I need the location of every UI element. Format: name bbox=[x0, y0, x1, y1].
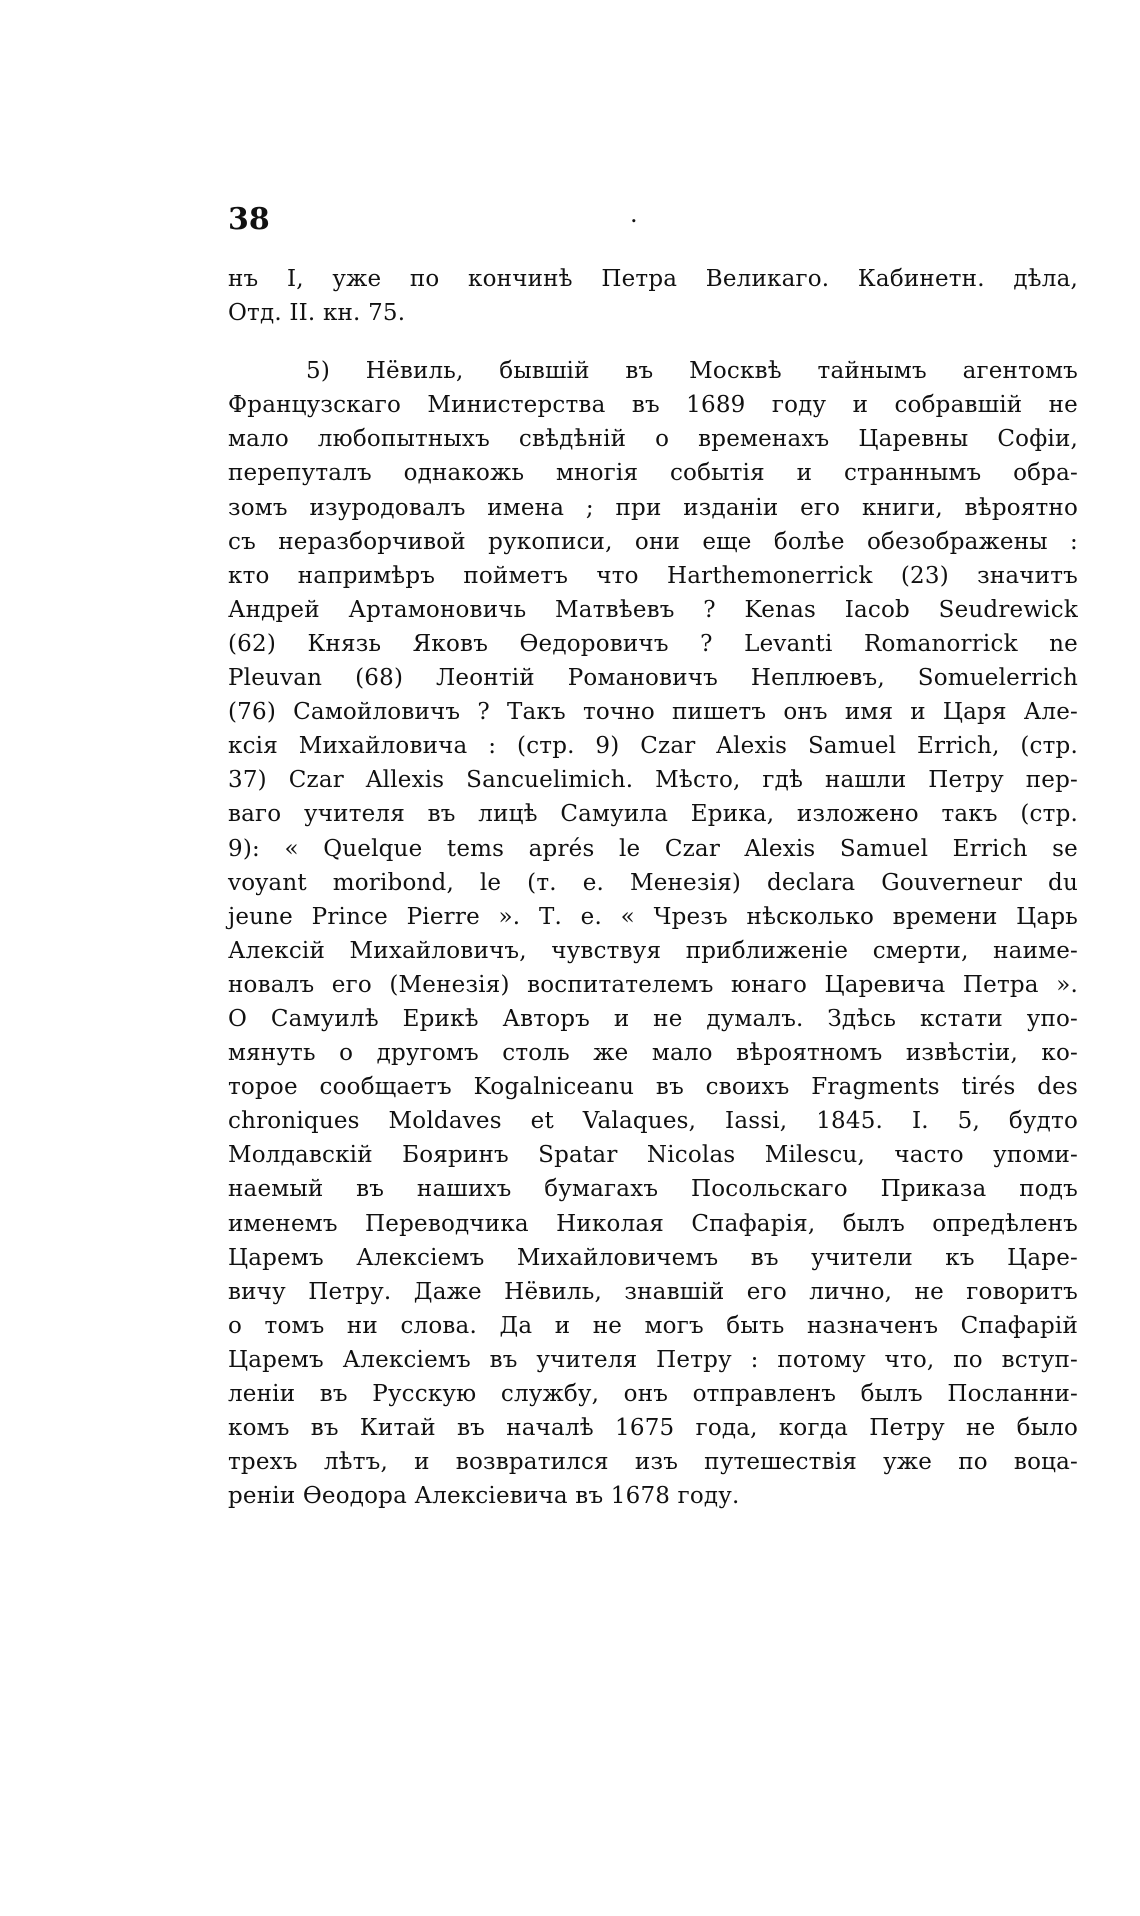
text-line: (76) Самойловичъ ? Такъ точно пишетъ онъ имя и Царя Але- bbox=[228, 699, 1078, 726]
text-line: О Самуилѣ Ерикѣ Авторъ и не думалъ. Здѣсь кстати упо- bbox=[228, 1005, 1078, 1032]
text-line: зомъ изуродовалъ имена ; при изданіи его книги, вѣроятно bbox=[228, 494, 1078, 521]
text-line: jeune Prince Pierre ». Т. е. « Чрезъ нѣсколько времени Царь bbox=[228, 903, 1078, 930]
text-line: нъ I, уже по кончинѣ Петра Великаго. Кабинетн. дѣла, bbox=[228, 266, 1078, 292]
text-line: наемый въ нашихъ бумагахъ Посольскаго Приказа подъ bbox=[228, 1176, 1078, 1203]
text-line: съ неразборчивой рукописи, они еще болѣе обезображены : bbox=[228, 528, 1078, 555]
text-line: Царемъ Алексіемъ въ учителя Петру : потому что, по вступ- bbox=[228, 1346, 1078, 1373]
text-line: мянуть о другомъ столь же мало вѣроятномъ извѣстіи, ко- bbox=[228, 1040, 1078, 1067]
text-line: Царемъ Алексіемъ Михайловичемъ въ учители къ Царе- bbox=[228, 1244, 1078, 1271]
text-line: (62) Князь Яковъ Ѳедоровичъ ? Levanti Romanorrick ne bbox=[228, 630, 1078, 657]
footnote-5 bbox=[228, 354, 1078, 1513]
text-line: Андрей Артамоновичь Матвѣевъ ? Kenas Iacob Seudrewick bbox=[228, 596, 1078, 623]
text-line: ваго учителя въ лицѣ Самуила Ерика, изложено такъ (стр. bbox=[228, 801, 1078, 828]
text-line: Французскаго Министерства въ 1689 году и собравшій не bbox=[228, 392, 1078, 419]
text-line: торое сообщаетъ Kogalniceanu въ своихъ Fragments tirés des bbox=[228, 1074, 1078, 1101]
text-line: комъ въ Китай въ началѣ 1675 года, когда Петру не было bbox=[228, 1415, 1078, 1442]
text-line: мало любопытныхъ свѣдѣній о временахъ Царевны Софіи, bbox=[228, 426, 1078, 453]
paragraph-gap bbox=[228, 330, 1078, 354]
text-line: Молдавскій Бояринъ Spatar Nicolas Milescu, часто упоми- bbox=[228, 1142, 1078, 1169]
text-line: перепуталъ однакожь многія событія и страннымъ обра- bbox=[228, 460, 1078, 487]
text-line: 5) Нёвиль, бывшій въ Москвѣ тайнымъ агентомъ bbox=[306, 358, 1078, 385]
text-line: именемъ Переводчика Николая Спафарія, былъ опредѣленъ bbox=[228, 1210, 1078, 1237]
text-line: 9): « Quelque tems aprés le Czar Alexis Samuel Errich se bbox=[228, 835, 1078, 862]
text-line: Алексій Михайловичъ, чувствуя приближеніе смерти, наиме- bbox=[228, 937, 1078, 964]
text-line: Pleuvan (68) Леонтій Романовичъ Неплюевъ, Somuelerrich bbox=[228, 665, 1078, 692]
text-line: реніи Ѳеодора Алексіевича въ 1678 году. bbox=[228, 1483, 740, 1510]
text-line: новалъ его (Менезія) воспитателемъ юнаго Царевича Петра ». bbox=[228, 971, 1078, 998]
text-line: 37) Czar Allexis Sancuelimich. Мѣсто, гдѣ нашли Петру пер- bbox=[228, 767, 1078, 794]
page-number: 38 bbox=[228, 202, 270, 237]
text-line: chroniques Moldaves et Valaques, Iassi, 1845. I. 5, будто bbox=[228, 1108, 1078, 1135]
text-line: кто напримѣръ пойметъ что Harthemonerrick (23) значитъ bbox=[228, 562, 1078, 589]
text-line: вичу Петру. Даже Нёвиль, знавшій его лично, не говоритъ bbox=[228, 1278, 1078, 1305]
text-line: о томъ ни слова. Да и не могъ быть назначенъ Спафарій bbox=[228, 1312, 1078, 1339]
continued-footnote bbox=[228, 262, 1078, 330]
text-line: voyant moribond, le (т. е. Менезія) declara Gouverneur du bbox=[228, 869, 1078, 896]
footnote-body bbox=[228, 262, 1078, 1513]
stray-mark: . bbox=[630, 200, 638, 228]
text-line: леніи въ Русскую службу, онъ отправленъ былъ Посланни- bbox=[228, 1381, 1078, 1407]
text-line: ксія Михайловича : (стр. 9) Czar Alexis Samuel Errich, (стр. bbox=[228, 733, 1078, 760]
text-line: Отд. II. кн. 75. bbox=[228, 300, 406, 327]
text-line: трехъ лѣтъ, и возвратился изъ путешествія уже по воцa- bbox=[228, 1449, 1078, 1476]
